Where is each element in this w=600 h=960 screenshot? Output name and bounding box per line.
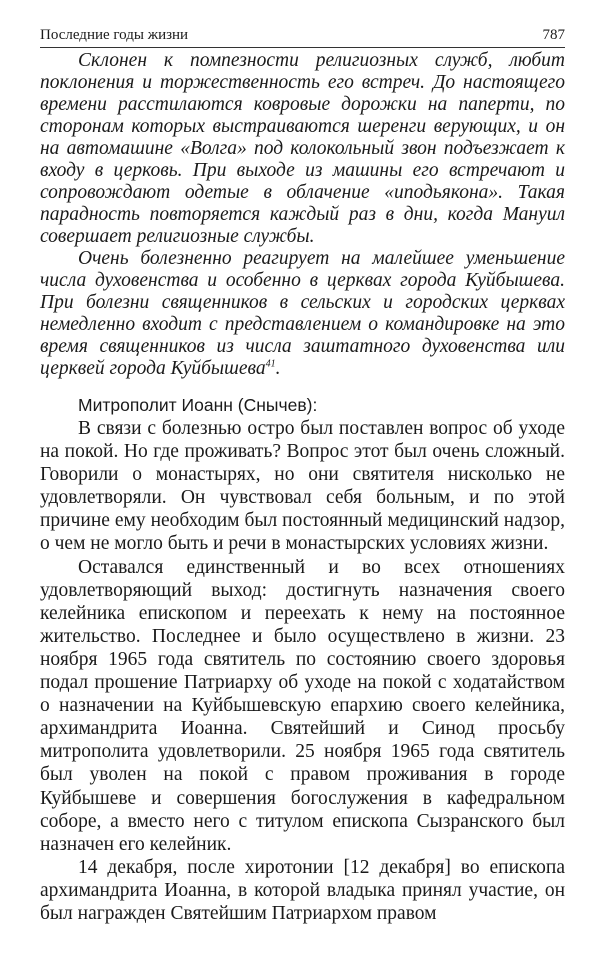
quote-period: . bbox=[275, 358, 281, 379]
body-paragraph: Оставался единственный и во всех отношениях удовлетворяющий выход: достигнуть назначения своего келейника епископом и переехать к нему на постоянное жительство. Последнее и было осуществлено в жизни. 23 ноября 1965 года святитель по состоянию своего здоровья подал прошение Патриарху об уходе на покой с ходатайством о назначении на Куйбышевскую епархию своего келейника, архимандрита Иоанна. Святейший и Синод просьбу митрополита удовлетворили. 25 ноября 1965 года святитель был уволен на покой с правом проживания в городе Куйбышеве и совершения богослужения в кафедральном соборе, а вместо него с титулом епископа Сызранского был назначен его келейник. bbox=[40, 556, 565, 855]
page-header bbox=[40, 20, 565, 48]
running-title: Последние годы жизни bbox=[40, 27, 189, 43]
page-number: 787 bbox=[542, 27, 565, 43]
page-body bbox=[40, 50, 565, 925]
body-paragraph: В связи с болезнью остро был поставлен вопрос об уходе на покой. Но где проживать? Вопрос этот был очень сложный. Говорили о монастырях, но они святителя нисколько не удовлетворяли. Он чувствовал себя больным, и по этой причине ему необходим был постоянный медицинский надзор, о чем не могло быть и речи в монастырских условиях жизни. bbox=[40, 418, 565, 555]
speaker-attribution: Митрополит Иоанн (Снычев): bbox=[78, 395, 318, 415]
footnote-reference[interactable]: 41 bbox=[265, 358, 276, 370]
body-paragraph: 14 декабря, после хиротонии [12 декабря] во епископа архимандрита Иоанна, в которой владыка принял участие, он был награжден Святейшим Патриархом правом bbox=[40, 856, 565, 924]
archival-quote bbox=[40, 50, 565, 380]
main-text bbox=[40, 417, 565, 925]
quote-paragraph bbox=[40, 248, 565, 380]
quote-paragraph-text: Очень болезненно реагирует на малейшее уменьшение числа духовенства и особенно в церквах города Куйбышева. При болезни священников в сельских и городских церквах немедленно входит с представлением о командировке на это время священников из числа заштатного духовенства или церквей города Куйбышева bbox=[40, 248, 565, 379]
quote-paragraph: Склонен к помпезности религиозных служб, любит поклонения и торжественность его встреч. До настоящего времени расстилаются ковровые дорожки на паперти, по сторонам которых выстраиваются шеренги верующих, и он на автомашине «Волга» под колокольный звон подъезжает к входу в церковь. При выходе из машины его встречают и сопровождают одетые в облачение «иподьякона». Такая парадность повторяется каждый раз в дни, когда Мануил совершает религиозные службы. bbox=[40, 50, 565, 247]
